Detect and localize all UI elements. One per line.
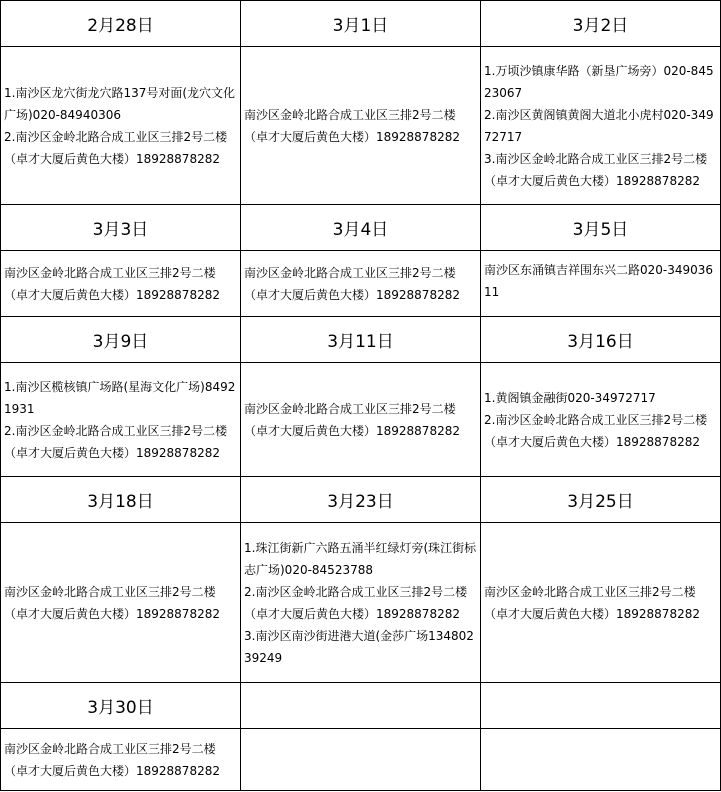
location-line: 2.南沙区金岭北路合成工业区三排2号二楼（卓才大厦后黄色大楼）18928878282 [4, 129, 228, 166]
date-cell: 3月23日 [241, 477, 481, 523]
date-cell: 3月1日 [241, 1, 481, 47]
date-cell [481, 683, 721, 729]
date-cell: 3月11日 [241, 317, 481, 363]
location-line: 南沙区金岭北路合成工业区三排2号二楼（卓才大厦后黄色大楼）18928878282 [4, 265, 220, 302]
location-line: 1.珠江街新广六路五涌半红绿灯旁(珠江街标志广场)020-84523788 [244, 540, 477, 577]
date-cell: 3月25日 [481, 477, 721, 523]
empty-cell [241, 729, 481, 791]
location-cell [1, 251, 241, 317]
date-cell: 3月3日 [1, 205, 241, 251]
location-line: 南沙区金岭北路合成工业区三排2号二楼（卓才大厦后黄色大楼）18928878282 [244, 107, 460, 144]
location-line: 3.南沙区南沙街进港大道(金莎广场13480239249 [244, 628, 474, 665]
location-row [1, 363, 721, 477]
location-cell [481, 251, 721, 317]
date-row [1, 205, 721, 251]
date-cell [241, 683, 481, 729]
date-row [1, 317, 721, 363]
location-row [1, 729, 721, 791]
location-row [1, 47, 721, 205]
location-line: 1.南沙区龙穴街龙穴路137号对面(龙穴文化广场)020-84940306 [4, 85, 236, 122]
date-cell: 3月2日 [481, 1, 721, 47]
date-cell: 3月30日 [1, 683, 241, 729]
location-row [1, 251, 721, 317]
location-line: 2.南沙区金岭北路合成工业区三排2号二楼（卓才大厦后黄色大楼）18928878282 [244, 584, 468, 621]
location-line: 南沙区金岭北路合成工业区三排2号二楼（卓才大厦后黄色大楼）18928878282 [484, 584, 700, 621]
date-cell: 3月16日 [481, 317, 721, 363]
location-cell [1, 363, 241, 477]
date-cell: 3月5日 [481, 205, 721, 251]
location-line: 2.南沙区金岭北路合成工业区三排2号二楼（卓才大厦后黄色大楼）18928878282 [4, 423, 228, 460]
location-cell [1, 523, 241, 683]
date-cell: 3月18日 [1, 477, 241, 523]
location-cell [481, 363, 721, 477]
location-cell [241, 363, 481, 477]
date-cell: 2月28日 [1, 1, 241, 47]
location-line: 南沙区金岭北路合成工业区三排2号二楼（卓才大厦后黄色大楼）18928878282 [244, 265, 460, 302]
location-line: 1.黄阁镇金融街020-34972717 [484, 390, 656, 405]
location-line: 南沙区金岭北路合成工业区三排2号二楼（卓才大厦后黄色大楼）18928878282 [4, 741, 220, 778]
location-cell [241, 251, 481, 317]
location-cell [481, 47, 721, 205]
location-cell [241, 523, 481, 683]
location-cell [481, 523, 721, 683]
location-cell [1, 729, 241, 791]
location-line: 南沙区金岭北路合成工业区三排2号二楼（卓才大厦后黄色大楼）18928878282 [4, 584, 220, 621]
date-cell: 3月4日 [241, 205, 481, 251]
date-row [1, 477, 721, 523]
location-line: 2.南沙区黄阁镇黄阁大道北小虎村020-34972717 [484, 107, 714, 144]
date-row [1, 1, 721, 47]
schedule-body [1, 1, 721, 791]
location-cell [241, 47, 481, 205]
location-cell [1, 47, 241, 205]
location-line: 3.南沙区金岭北路合成工业区三排2号二楼（卓才大厦后黄色大楼）18928878282 [484, 151, 708, 188]
location-line: 2.南沙区金岭北路合成工业区三排2号二楼（卓才大厦后黄色大楼）18928878282 [484, 412, 708, 449]
location-row [1, 523, 721, 683]
empty-cell [481, 729, 721, 791]
location-line: 南沙区东涌镇吉祥围东兴二路020-34903611 [484, 263, 714, 299]
location-line: 1.南沙区榄核镇广场路(星海文化广场)84921931 [4, 379, 236, 416]
location-line: 南沙区金岭北路合成工业区三排2号二楼（卓才大厦后黄色大楼）18928878282 [244, 401, 460, 438]
date-cell: 3月9日 [1, 317, 241, 363]
date-row [1, 683, 721, 729]
location-line: 1.万顷沙镇康华路（新垦广场旁）020-84523067 [484, 63, 714, 100]
